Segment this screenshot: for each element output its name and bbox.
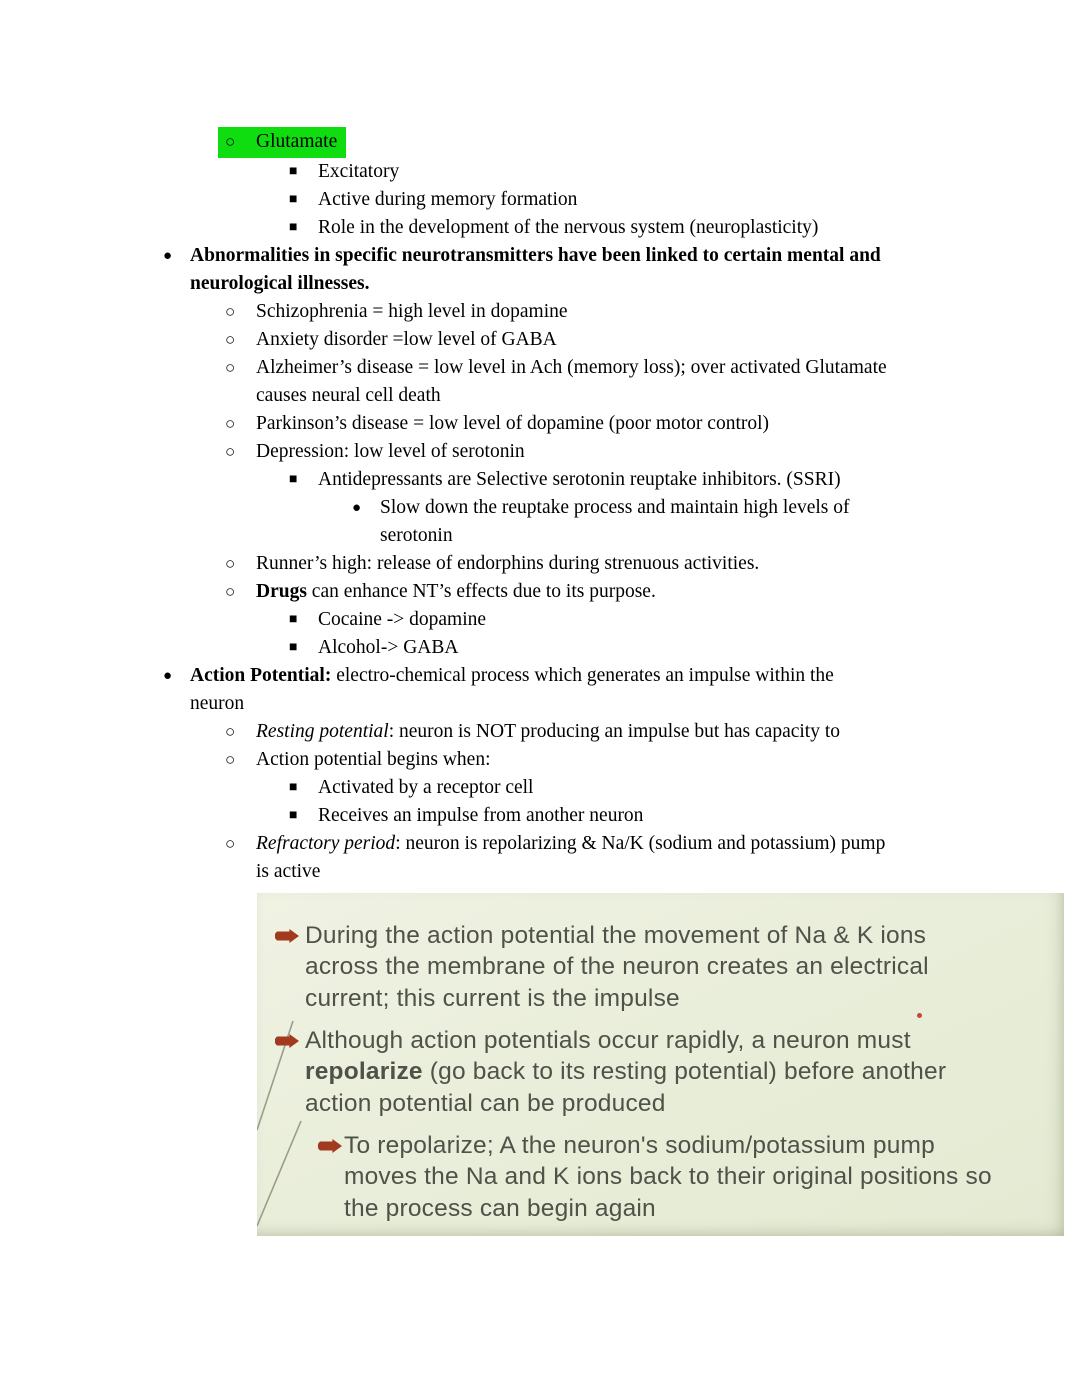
circle-bullet-icon: ○ xyxy=(225,582,236,601)
circle-bullet-icon: ○ xyxy=(225,330,236,349)
list-item-text: Anxiety disorder =low level of GABA xyxy=(256,329,557,350)
circle-bullet-icon: ○ xyxy=(225,442,236,461)
circle-bullet-icon: ○ xyxy=(225,132,236,151)
list-item-depression xyxy=(225,438,1023,466)
list-item-runners-high xyxy=(225,550,1023,578)
circle-bullet-icon: ○ xyxy=(225,302,236,321)
list-item-text: Activated by a receptor cell xyxy=(318,777,534,798)
list-item-text: Action Potential: electro-chemical process which generates an impulse within the neuron xyxy=(190,665,834,714)
list-item-drugs xyxy=(225,578,1023,606)
arrow-bullet-icon xyxy=(318,1139,342,1153)
disc-bullet-icon: ● xyxy=(163,248,173,264)
slide-bullet-text: Although action potentials occur rapidly, a neuron must repolarize (go back to its resting potential) before another action potential can be produced xyxy=(305,1027,947,1117)
disc-bullet-icon: ● xyxy=(163,668,173,684)
square-bullet-icon: ■ xyxy=(289,192,298,207)
list-item-abnormalities xyxy=(163,242,1023,298)
list-item-text: Slow down the reuptake process and maintain high levels of serotonin xyxy=(380,497,850,546)
list-item-text: Role in the development of the nervous system (neuroplasticity) xyxy=(318,217,819,238)
list-item-text: Action potential begins when: xyxy=(256,749,491,770)
list-item-excitatory xyxy=(289,158,1023,186)
list-item-ssri-detail xyxy=(352,494,1023,550)
list-item-antidepressants xyxy=(289,466,1023,494)
list-item-anxiety xyxy=(225,326,1023,354)
circle-bullet-icon: ○ xyxy=(225,722,236,741)
list-item-text: Runner’s high: release of endorphins during strenuous activities. xyxy=(256,553,760,574)
circle-bullet-icon: ○ xyxy=(225,358,236,377)
list-item-text: Receives an impulse from another neuron xyxy=(318,805,644,826)
disc-bullet-icon: ● xyxy=(352,500,362,516)
circle-bullet-icon: ○ xyxy=(225,750,236,769)
square-bullet-icon: ■ xyxy=(289,220,298,235)
slide-bullet-text: To repolarize; A the neuron's sodium/potassium pump moves the Na and K ions back to their original positions so the process can begin again xyxy=(344,1132,992,1222)
circle-bullet-icon: ○ xyxy=(225,554,236,573)
list-item-text: Abnormalities in specific neurotransmitters have been linked to certain mental and neurological illnesses. xyxy=(190,245,881,294)
list-item-resting-potential xyxy=(225,718,1023,746)
list-item-refractory xyxy=(225,830,1023,886)
list-item-text: Resting potential: neuron is NOT producing an impulse but has capacity to xyxy=(256,721,841,742)
list-item-text: Refractory period: neuron is repolarizing & Na/K (sodium and potassium) pump is active xyxy=(256,833,886,882)
list-item-text: Active during memory formation xyxy=(318,189,578,210)
slide-image xyxy=(257,893,1064,1236)
list-item-text: Drugs can enhance NT’s effects due to its purpose. xyxy=(256,581,656,602)
circle-bullet-icon: ○ xyxy=(225,414,236,433)
list-item-text: Glutamate xyxy=(256,131,338,152)
square-bullet-icon: ■ xyxy=(289,640,298,655)
slide-bullet-2 xyxy=(275,1025,946,1119)
square-bullet-icon: ■ xyxy=(289,164,298,179)
slide-bullet-1 xyxy=(275,920,929,1014)
list-item-glutamate xyxy=(225,127,1023,158)
list-item-alzheimers xyxy=(225,354,1023,410)
list-item-activated xyxy=(289,774,1023,802)
list-item-action-potential xyxy=(163,662,1023,718)
red-dot-icon xyxy=(917,1013,922,1018)
list-item-neuroplasticity xyxy=(289,214,1023,242)
list-item-text: Alzheimer’s disease = low level in Ach (memory loss); over activated Glutamate causes neural cell death xyxy=(256,357,887,406)
list-item-cocaine xyxy=(289,606,1023,634)
list-item-text: Antidepressants are Selective serotonin reuptake inhibitors. (SSRI) xyxy=(318,469,841,490)
square-bullet-icon: ■ xyxy=(289,808,298,823)
list-item-alcohol xyxy=(289,634,1023,662)
list-item-schizophrenia xyxy=(225,298,1023,326)
list-item-text: Cocaine -> dopamine xyxy=(318,609,487,630)
arrow-bullet-icon xyxy=(275,929,299,943)
green-highlight xyxy=(218,127,346,158)
list-item-receives xyxy=(289,802,1023,830)
document-body xyxy=(163,127,1023,886)
list-item-parkinsons xyxy=(225,410,1023,438)
list-item-text: Parkinson’s disease = low level of dopamine (poor motor control) xyxy=(256,413,770,434)
list-item-text: Depression: low level of serotonin xyxy=(256,441,525,462)
square-bullet-icon: ■ xyxy=(289,472,298,487)
slide-bullet-text: During the action potential the movement of Na & K ions across the membrane of the neuron creates an electrical current; this current is the impulse xyxy=(305,922,929,1012)
list-item-text: Excitatory xyxy=(318,161,400,182)
arrow-bullet-icon xyxy=(275,1034,299,1048)
square-bullet-icon: ■ xyxy=(289,780,298,795)
slide-bullet-3 xyxy=(318,1130,992,1224)
list-item-text: Schizophrenia = high level in dopamine xyxy=(256,301,568,322)
list-item-ap-begins xyxy=(225,746,1023,774)
list-item-text: Alcohol-> GABA xyxy=(318,637,459,658)
circle-bullet-icon: ○ xyxy=(225,834,236,853)
list-item-memory-formation xyxy=(289,186,1023,214)
square-bullet-icon: ■ xyxy=(289,612,298,627)
